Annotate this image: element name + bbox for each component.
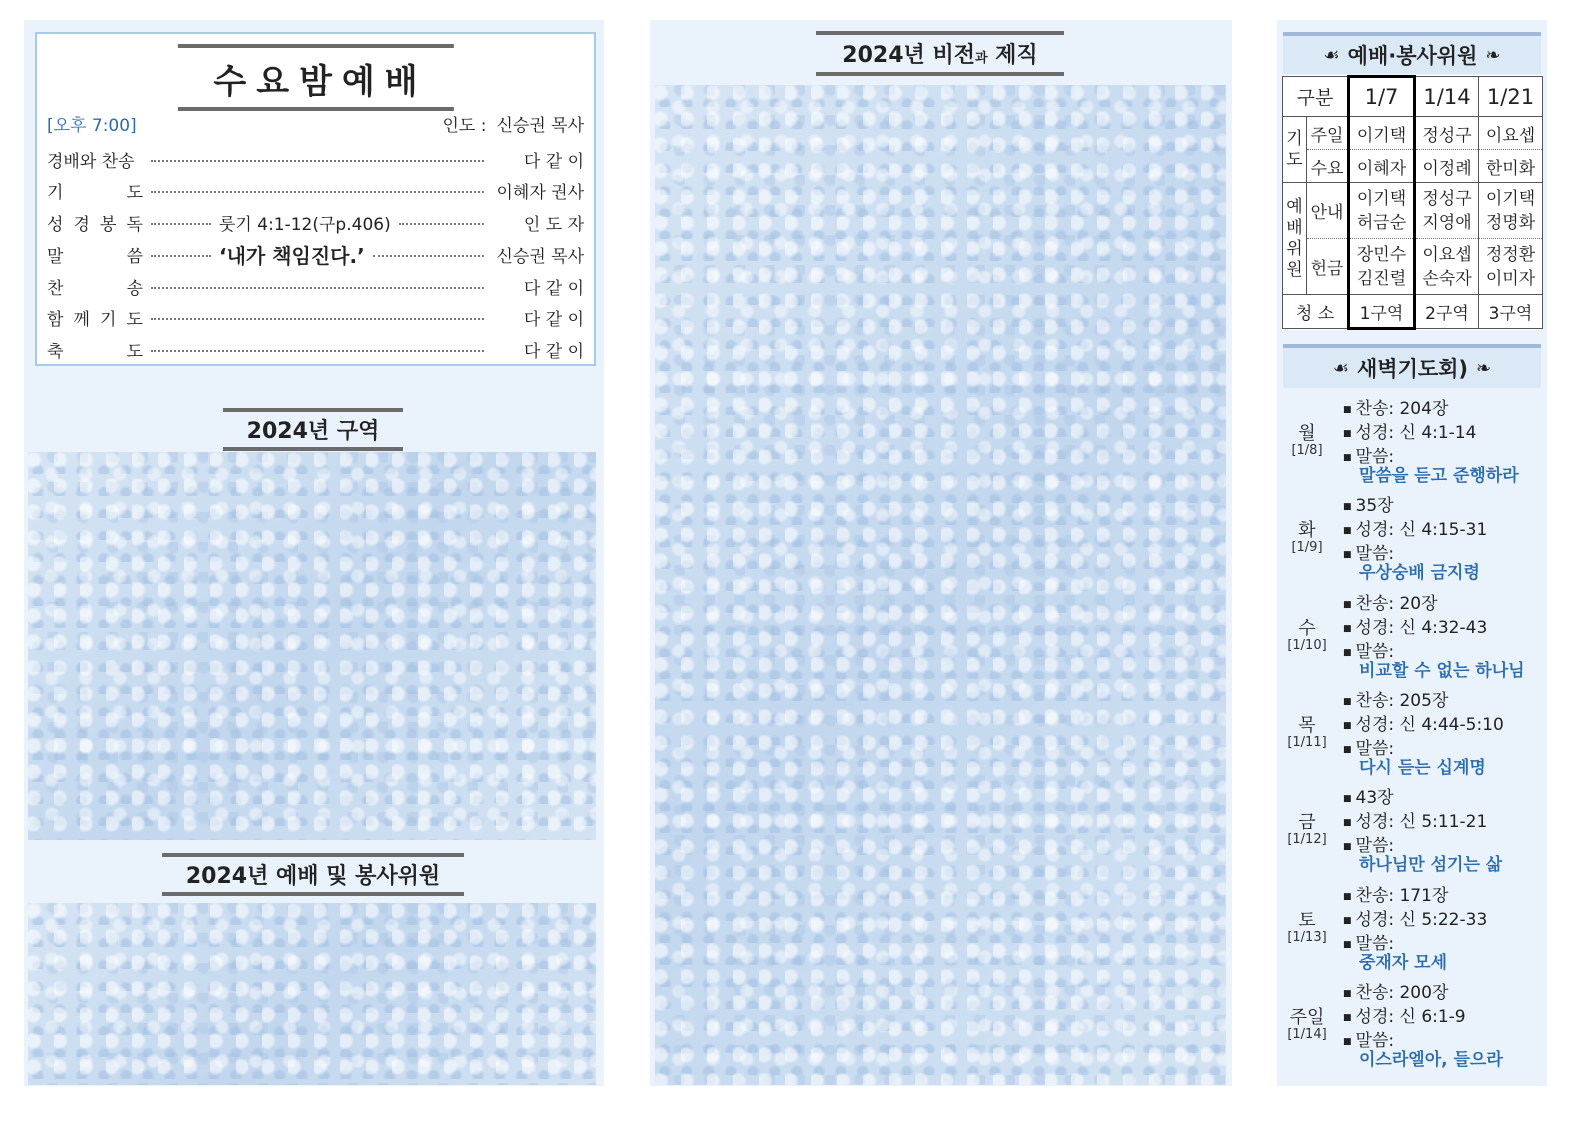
staff-name: 정정환 (1485, 244, 1536, 265)
staff-role: 수요 (1307, 150, 1349, 183)
staff-row (1283, 183, 1543, 239)
header-cell: 구분 (1283, 77, 1349, 117)
dawn-day-item (1283, 486, 1541, 584)
vision-title-main: 2024년 비전 (842, 43, 975, 68)
staff-role: 안내 (1307, 183, 1349, 239)
dot-leader (151, 318, 484, 320)
staff-name: 정명화 (1485, 212, 1536, 233)
staff-role: 헌금 (1307, 239, 1349, 295)
prayer-group-label: 기 도 (1283, 117, 1307, 183)
committee-group-label: 예 배 위 원 (1283, 183, 1307, 295)
day-name: 목 (1298, 714, 1316, 736)
worship-order-row (47, 177, 584, 203)
dawn-day-item (1283, 389, 1541, 486)
dot-leader (151, 191, 484, 193)
staff-name: 이미자 (1485, 268, 1536, 289)
day-name: 주일 (1289, 1006, 1325, 1028)
day-date: [1/10] (1287, 637, 1327, 653)
dot-leader (151, 350, 484, 352)
dawn-day-item (1283, 876, 1541, 973)
ornament-right-icon: ❧ (1476, 357, 1492, 379)
dawn-day-item (1283, 973, 1541, 1070)
hymn-line: ■ 찬송: 205장 (1343, 686, 1448, 711)
staff-name: 이기택 (1485, 188, 1536, 209)
dawn-prayer-title (1283, 344, 1541, 388)
header-cell: 1/7 (1349, 77, 1415, 117)
staff-names-pair (1349, 239, 1415, 295)
order-performer: 인 도 자 (523, 214, 584, 235)
hymn-line: ■ 43장 (1343, 783, 1394, 808)
order-performer: 이혜자 권사 (496, 182, 584, 203)
vision-title-end: 제직 (987, 43, 1038, 68)
worship-order-row (47, 146, 584, 172)
dawn-day-item (1283, 778, 1541, 876)
day-date: [1/11] (1287, 734, 1327, 750)
staff-name: 이정례 (1415, 150, 1479, 183)
sermon-title: 말씀을 듣고 준행하라 (1359, 466, 1519, 486)
staff-name: 한미화 (1479, 150, 1543, 183)
day-date: [1/14] (1287, 1026, 1327, 1042)
staff-name: 이요셉 (1422, 244, 1472, 265)
staff-section-title: 2024년 예배 및 봉사위원 (162, 853, 464, 896)
scripture-line: ■ 성경: 신 4:15-31 (1343, 515, 1487, 540)
scripture-line: ■ 성경: 신 5:11-21 (1343, 807, 1487, 832)
order-label: 성 경 봉 독 (47, 214, 143, 235)
hymn-line: ■ 35장 (1343, 491, 1394, 516)
scripture-line: ■ 성경: 신 4:44-5:10 (1343, 710, 1504, 735)
scripture-line: ■ 성경: 신 4:1-14 (1343, 418, 1476, 443)
day-name: 월 (1298, 423, 1316, 444)
vision-title-small: 과 (974, 51, 988, 66)
scripture-line: ■ 성경: 신 5:22-33 (1343, 905, 1487, 930)
ornament-left-icon: ☙ (1332, 357, 1349, 379)
cleaning-cell: 1구역 (1349, 295, 1415, 329)
cleaning-row (1283, 295, 1543, 329)
staff-role: 주일 (1307, 117, 1349, 150)
scripture-line: ■ 성경: 신 6:1-9 (1343, 1002, 1466, 1027)
staff-table (1282, 75, 1543, 330)
sermon-label: ■ 말씀: (1343, 929, 1394, 954)
scripture-line: ■ 성경: 신 4:32-43 (1343, 613, 1487, 638)
order-performer: 다 같 이 (523, 309, 584, 330)
order-performer: 다 같 이 (523, 341, 584, 362)
staff-image (28, 903, 596, 1085)
staff-row (1283, 117, 1543, 150)
order-label: 기 도 (47, 182, 143, 203)
staff-names-pair (1415, 183, 1479, 239)
worship-title: 수요밤예배 (177, 44, 453, 111)
staff-name: 이요셉 (1479, 117, 1543, 150)
ornament-left-icon: ☙ (1323, 44, 1340, 66)
staff-name: 정성구 (1415, 117, 1479, 150)
day-date: [1/9] (1291, 540, 1323, 556)
staff-name: 이혜자 (1349, 150, 1415, 183)
sermon-label: ■ 말씀: (1343, 1026, 1394, 1051)
sermon-label: ■ 말씀: (1343, 637, 1394, 662)
order-label: 함 께 기 도 (47, 309, 143, 330)
dawn-day-item (1283, 584, 1541, 681)
vision-image (655, 85, 1226, 1085)
order-label: 축 도 (47, 341, 143, 362)
worship-time: [오후 7:00] (47, 115, 137, 136)
sermon-label: ■ 말씀: (1343, 831, 1394, 856)
staff-name: 이기택 (1349, 117, 1415, 150)
worship-order-row (47, 241, 584, 267)
staff-header-row (1283, 77, 1543, 117)
dot-leader (151, 160, 484, 162)
hymn-line: ■ 찬송: 204장 (1343, 394, 1448, 419)
worship-header-row (47, 110, 584, 136)
day-name: 화 (1298, 520, 1316, 542)
dot-leader (151, 223, 211, 225)
sermon-title: 비교할 수 없는 하나님 (1359, 660, 1525, 681)
hymn-line: ■ 찬송: 171장 (1343, 881, 1448, 906)
staff-name: 허금순 (1356, 212, 1407, 233)
worship-order-row (47, 304, 584, 330)
day-name: 금 (1298, 812, 1316, 834)
cleaning-cell: 2구역 (1415, 295, 1479, 329)
order-performer: 다 같 이 (523, 278, 584, 299)
sermon-label: ■ 말씀: (1343, 734, 1394, 759)
hymn-line: ■ 찬송: 20장 (1343, 589, 1438, 614)
order-detail: ‘내가 책임진다.’ (219, 243, 365, 268)
staff-name: 손숙자 (1422, 268, 1472, 289)
staff-names-pair (1349, 183, 1415, 239)
staff-name: 정성구 (1422, 188, 1472, 209)
day-date: [1/12] (1287, 832, 1327, 848)
vision-title (816, 31, 1064, 76)
leader-name: 신승권 목사 (496, 115, 584, 136)
staff-name: 지영애 (1422, 212, 1472, 233)
worship-order-row (47, 273, 584, 299)
order-label: 찬 송 (47, 278, 143, 299)
districts-title: 2024년 구역 (223, 408, 403, 451)
ornament-right-icon: ❧ (1485, 44, 1501, 66)
sermon-title: 이스라엘아, 들으라 (1359, 1049, 1503, 1070)
staff-name: 장민수 (1356, 244, 1407, 265)
day-date: [1/8] (1291, 443, 1323, 458)
dot-leader (151, 255, 211, 257)
sermon-title: 하나님만 섬기는 삶 (1359, 855, 1503, 876)
sermon-title: 우상숭배 금지령 (1359, 563, 1480, 584)
worship-order-row (47, 209, 584, 235)
staff-row (1283, 150, 1543, 183)
worship-order-row (47, 336, 584, 362)
staff-names-pair (1415, 239, 1479, 295)
hymn-line: ■ 찬송: 200장 (1343, 978, 1448, 1003)
leader-label: 인도 : (442, 115, 487, 136)
dawn-day-item (1283, 681, 1541, 778)
staff-row (1283, 239, 1543, 295)
staff-name: 김진렬 (1356, 268, 1407, 289)
sermon-label: ■ 말씀: (1343, 442, 1394, 467)
dot-leader (151, 287, 484, 289)
day-name: 수 (1298, 617, 1316, 639)
sermon-label: ■ 말씀: (1343, 539, 1394, 564)
header-cell: 1/21 (1479, 77, 1543, 117)
cleaning-cell: 3구역 (1479, 295, 1543, 329)
order-label: 말 씀 (47, 246, 143, 267)
order-performer: 다 같 이 (523, 151, 584, 172)
order-detail: 룻기 4:1-12(구p.406) (219, 214, 391, 235)
staff-name: 이기택 (1356, 188, 1407, 209)
worship-order-box (35, 32, 596, 366)
sermon-title: 다시 듣는 십계명 (1359, 757, 1486, 778)
staff-names-pair (1479, 239, 1543, 295)
sermon-title: 중재자 모세 (1359, 952, 1448, 973)
order-label: 경배와 찬송 (47, 151, 135, 172)
cleaning-label: 청 소 (1283, 295, 1349, 329)
day-name: 토 (1298, 909, 1316, 931)
staff-names-pair (1479, 183, 1543, 239)
day-date: [1/13] (1287, 929, 1327, 945)
header-cell: 1/14 (1415, 77, 1479, 117)
districts-image (28, 452, 596, 840)
dawn-prayer-title-text: 새벽기도회) (1357, 357, 1469, 381)
order-performer: 신승권 목사 (496, 246, 584, 267)
dot-leader (373, 255, 484, 257)
staff-table-title (1283, 32, 1541, 74)
dot-leader (399, 223, 484, 225)
staff-table-title-text: 예배·봉사위원 (1347, 44, 1478, 68)
